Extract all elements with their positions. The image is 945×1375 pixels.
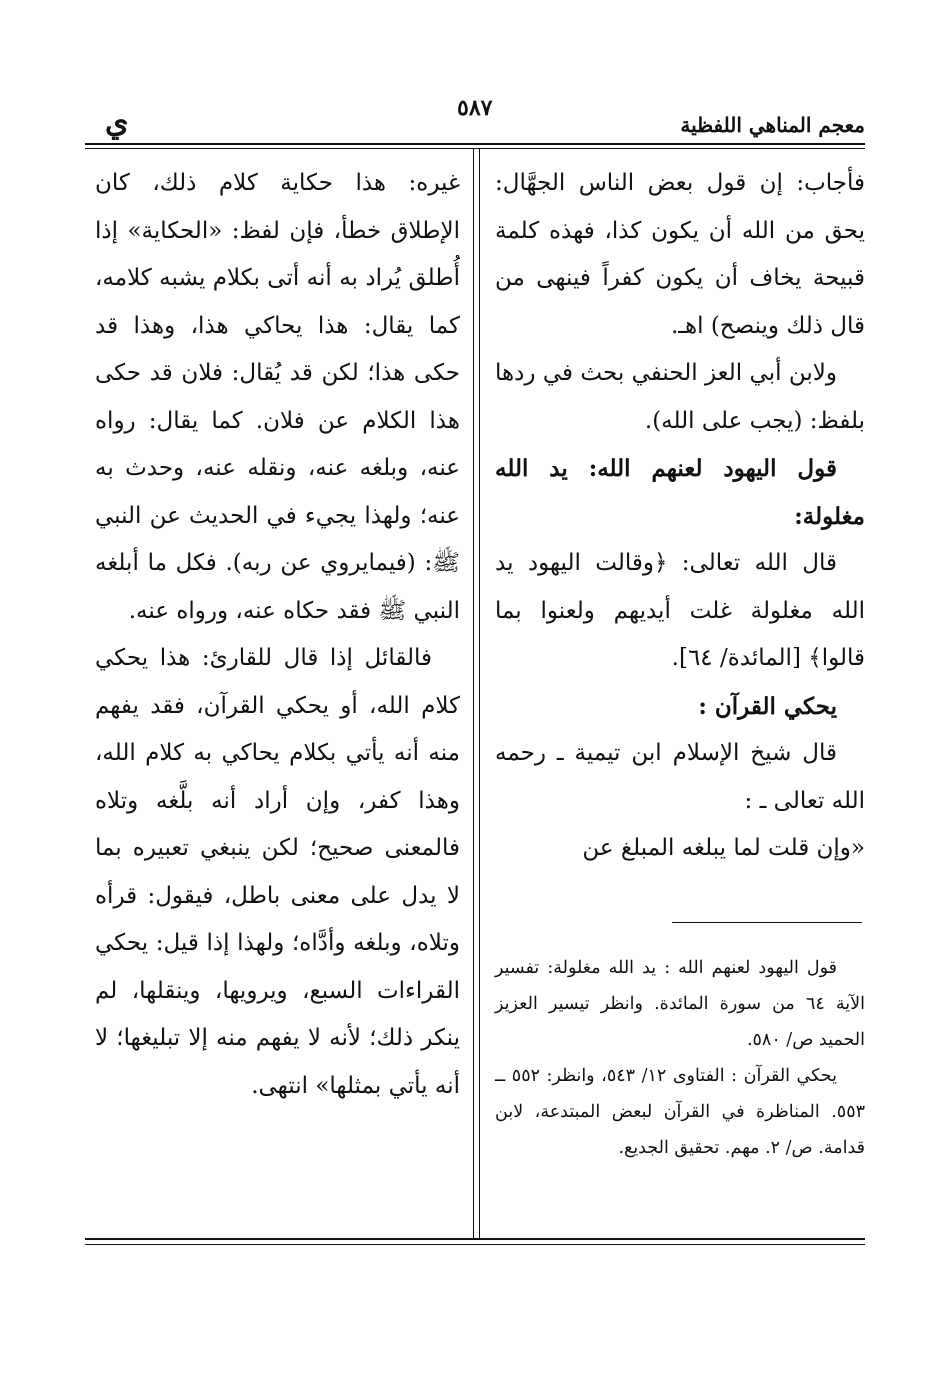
footer-rule-thin	[85, 1244, 865, 1245]
column-divider-thin	[479, 148, 480, 1238]
paragraph: غيره: هذا حكاية كلام ذلك، كان الإطلاق خطأ، فإن لفظ: «الحكاية» إذا أُطلق يُراد به أنه أتى بكلام يشبه كلامه، كما يقال: هذا يحاكي هذا، وهذا قد حكى هذا؛ لكن قد يُقال: فلان قد حكى هذا الكلام عن فلان. كما يقال: رواه عنه، وبلغه عنه، ونقله عنه، وحدث به عنه؛ ولهذا يجيء في الحديث عن النبي ﷺ: (فيمايروي عن ربه). فكل ما أبلغه النبي ﷺ فقد حكاه عنه، ورواه عنه.	[95, 170, 460, 624]
footnote: يحكي القرآن : الفتاوى ١٢/ ٥٤٣، وانظر: ٥٥٢ ــ ٥٥٣. المناظرة في القرآن لبعض المبتدعة، لابن قدامة. ص/ ٢. مهم. تحقيق الجديع.	[495, 1066, 865, 1158]
book-title: معجم المناهي اللفظية	[680, 113, 865, 137]
paragraph: ولابن أبي العز الحنفي بحث في ردها بلفظ: (يجب على الله).	[495, 360, 865, 434]
left-column	[95, 160, 460, 1110]
paragraph: فأجاب: إن قول بعض الناس الجهَّال: يحق من الله أن يكون كذا، فهذه كلمة قبيحة يخاف أن يكون كفراً فينهى من قال ذلك وينصح) اهـ.	[495, 170, 865, 339]
entry-heading: قول اليهود لعنهم الله: يد الله مغلولة:	[495, 455, 865, 530]
footnote-separator	[672, 922, 862, 923]
entry-heading: يحكي القرآن :	[698, 692, 837, 720]
header-rule	[85, 143, 865, 145]
footer-rule	[85, 1238, 865, 1240]
column-divider	[473, 148, 474, 1238]
header-rule-thin	[85, 148, 865, 149]
footnotes	[495, 950, 865, 1166]
section-letter: ي	[105, 105, 129, 140]
paragraph: قال الله تعالى: ﴿وقالت اليهود يد الله مغلولة غلت أيديهم ولعنوا بما قالوا﴾ [المائدة/ ٦٤].	[495, 550, 865, 671]
page-number: ٥٨٧	[457, 95, 493, 121]
right-column	[495, 160, 865, 873]
paragraph: قال شيخ الإسلام ابن تيمية ـ رحمه الله تعالى ـ :	[495, 740, 865, 814]
paragraph: «وإن قلت لما يبلغه المبلغ عن	[582, 835, 865, 861]
paragraph: فالقائل إذا قال للقارئ: هذا يحكي كلام الله، أو يحكي القرآن، فقد يفهم منه أنه يأتي بكلام يحاكي به كلام الله، وهذا كفر، وإن أراد أنه بلَّغه وتلاه فالمعنى صحيح؛ لكن ينبغي تعبيره بما لا يدل على معنى باطل، فيقول: قرأه وتلاه، وبلغه وأدَّاه؛ ولهذا إذا قيل: يحكي القراءات السبع، ويرويها، وينقلها، لم ينكر ذلك؛ لأنه لا يفهم منه إلا تبليغها؛ لا أنه يأتي بمثلها» انتهى.	[95, 645, 460, 1099]
page-header	[85, 95, 865, 145]
footnote: قول اليهود لعنهم الله : يد الله مغلولة: تفسير الآية ٦٤ من سورة المائدة. وانظر تيسير العزيز الحميد ص/ ٥٨٠.	[495, 958, 865, 1050]
